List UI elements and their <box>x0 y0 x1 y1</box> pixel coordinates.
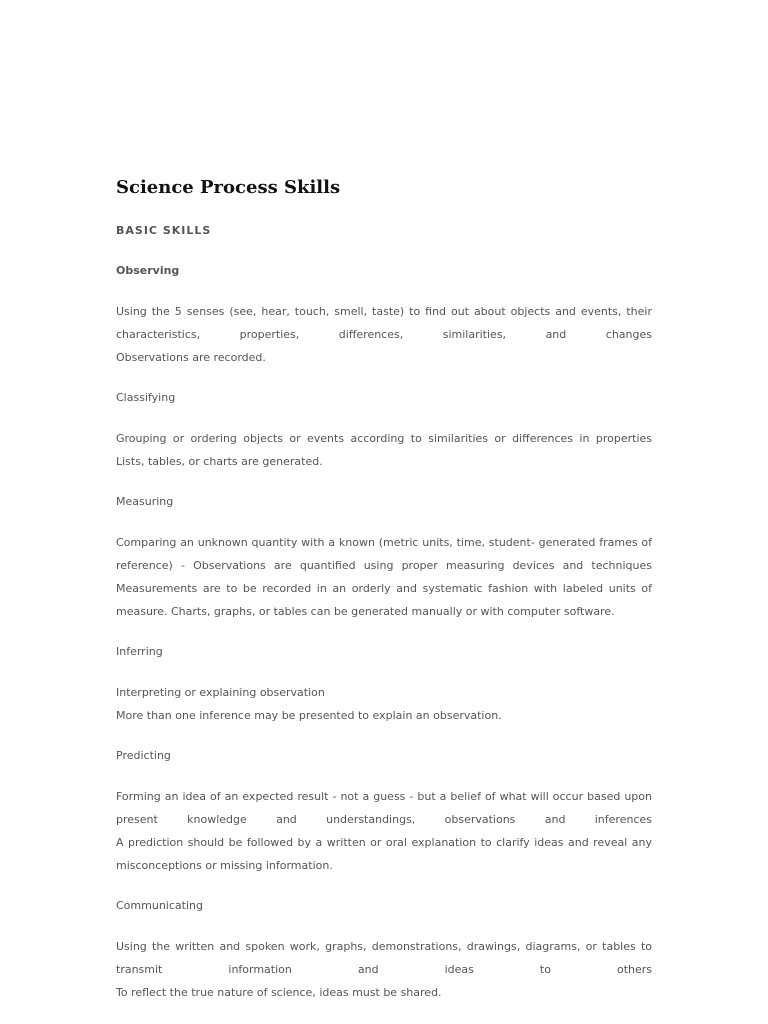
skill-heading-classifying: Classifying <box>116 391 176 404</box>
text-line: characteristics, properties, differences, similarities, and changes <box>116 328 652 341</box>
text-line: Using the written and spoken work, graphs, demonstrations, drawings, diagrams, or tables to <box>116 940 652 953</box>
text-line: reference) - Observations are quantified using proper measuring devices and techniques <box>116 559 652 572</box>
skill-heading-communicating: Communicating <box>116 899 203 912</box>
skill-heading-observing: Observing <box>116 264 180 277</box>
skill-description-inferring <box>116 681 652 727</box>
text-line: Comparing an unknown quantity with a known (metric units, time, student- generated frames of <box>116 536 652 549</box>
text-line: Using the 5 senses (see, hear, touch, smell, taste) to find out about objects and events, their <box>116 305 652 318</box>
text-line: misconceptions or missing information. <box>116 859 333 872</box>
text-line: transmit information and ideas to others <box>116 963 652 976</box>
text-line: A prediction should be followed by a written or oral explanation to clarify ideas and reveal any <box>116 836 652 849</box>
page-title: Science Process Skills <box>116 177 341 198</box>
text-line: Lists, tables, or charts are generated. <box>116 455 323 468</box>
text-line: More than one inference may be presented to explain an observation. <box>116 709 502 722</box>
skill-heading-measuring: Measuring <box>116 495 174 508</box>
text-line: present knowledge and understandings, observations and inferences <box>116 813 652 826</box>
text-line: Grouping or ordering objects or events according to similarities or differences in properties <box>116 432 652 445</box>
skill-heading-inferring: Inferring <box>116 645 163 658</box>
section-group-heading: BASIC SKILLS <box>116 224 212 237</box>
text-line: Interpreting or explaining observation <box>116 686 325 699</box>
skill-heading-predicting: Predicting <box>116 749 171 762</box>
text-line: Forming an idea of an expected result - not a guess - but a belief of what will occur based upon <box>116 790 652 803</box>
skill-description-observing <box>116 300 652 369</box>
text-line: Measurements are to be recorded in an orderly and systematic fashion with labeled units of <box>116 582 652 595</box>
skill-description-measuring <box>116 531 652 623</box>
skill-description-communicating <box>116 935 652 1004</box>
text-line: Observations are recorded. <box>116 351 266 364</box>
skill-description-classifying <box>116 427 652 473</box>
text-line: To reflect the true nature of science, ideas must be shared. <box>116 986 442 999</box>
text-line: measure. Charts, graphs, or tables can be generated manually or with computer software. <box>116 605 615 618</box>
skill-description-predicting <box>116 785 652 877</box>
document-content <box>116 174 652 1022</box>
